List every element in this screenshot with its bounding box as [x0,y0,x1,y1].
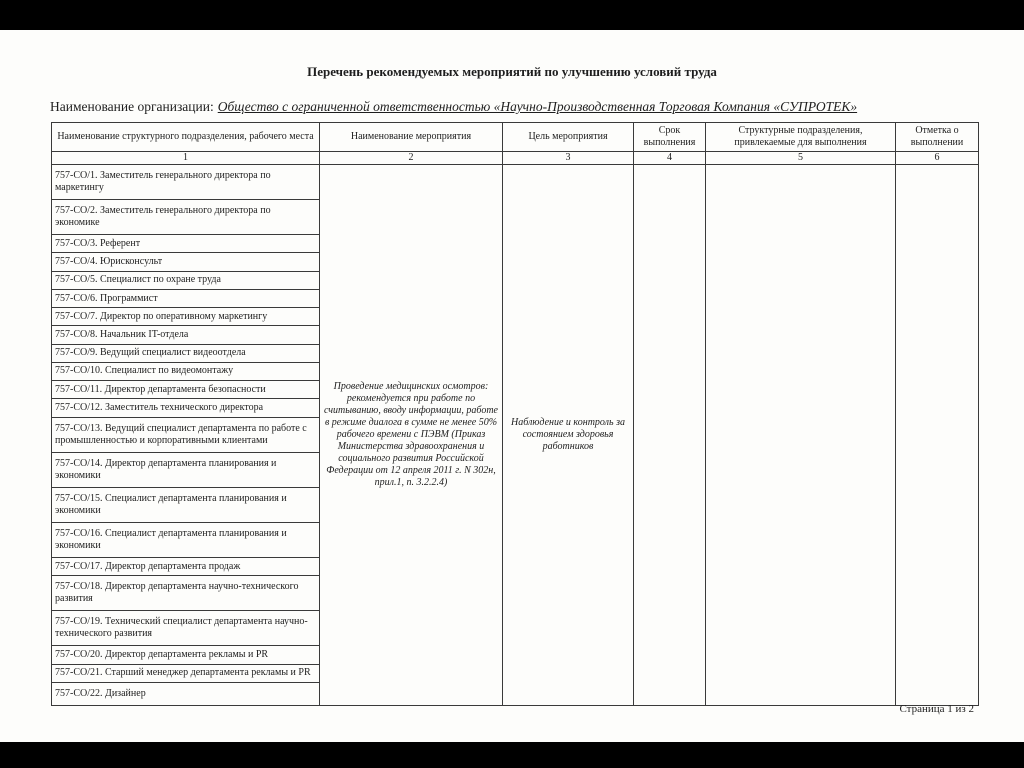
goal-cell: Наблюдение и контроль за состоянием здоровья работников [503,165,634,706]
header-deadline: Срок выполнения [634,123,706,152]
workplace-cell: 757-СО/22. Дизайнер [52,683,320,706]
column-number: 1 [52,152,320,165]
header-workplace: Наименование структурного подразделения, рабочего места [52,123,320,152]
workplace-cell: 757-СО/3. Референт [52,235,320,253]
workplace-cell: 757-СО/18. Директор департамента научно-технического развития [52,576,320,611]
column-number: 4 [634,152,706,165]
column-number: 6 [896,152,979,165]
workplace-cell: 757-СО/5. Специалист по охране труда [52,271,320,289]
column-number: 2 [320,152,503,165]
deadline-cell [634,165,706,706]
workplace-cell: 757-СО/10. Специалист по видеомонтажу [52,362,320,380]
workplace-cell: 757-СО/4. Юрисконсульт [52,253,320,271]
workplace-cell: 757-СО/20. Директор департамента рекламы и PR [52,646,320,664]
column-number: 5 [706,152,896,165]
organization-name: Общество с ограниченной ответственностью «Научно-Производственная Торговая Компания «СУПРОТЕК» [217,99,858,114]
header-goal: Цель мероприятия [503,123,634,152]
header-completion: Отметка о выполнении [896,123,979,152]
workplace-cell: 757-СО/6. Программист [52,289,320,307]
workplace-cell: 757-СО/14. Директор департамента планирования и экономики [52,452,320,487]
workplace-cell: 757-СО/12. Заместитель технического директора [52,399,320,417]
workplace-cell: 757-СО/15. Специалист департамента планирования и экономики [52,487,320,522]
workplace-cell: 757-СО/1. Заместитель генерального директора по маркетингу [52,165,320,200]
workplace-cell: 757-СО/9. Ведущий специалист видеоотдела [52,344,320,362]
measure-cell: Проведение медицинских осмотров: рекомендуется при работе по считыванию, вводу информации, работе в режиме диалога в сумме не менее 50% рабочего времени с ПЭВМ (Приказ Министерства здравоохранения и социального развития Российской Федерации от 12 апреля 2011 г. N 302н, прил.1, п. 3.2.2.4) [320,165,503,706]
workplace-cell: 757-СО/11. Директор департамента безопасности [52,381,320,399]
header-measure: Наименование мероприятия [320,123,503,152]
workplace-cell: 757-СО/8. Начальник IT-отдела [52,326,320,344]
workplace-cell: 757-СО/13. Ведущий специалист департамента по работе с промышленностью и корпоративными клиентами [52,417,320,452]
header-departments: Структурные подразделения, привлекаемые для выполнения [706,123,896,152]
workplace-cell: 757-СО/21. Старший менеджер департамента рекламы и PR [52,664,320,682]
table-row [52,165,979,200]
workplace-cell: 757-СО/7. Директор по оперативному маркетингу [52,308,320,326]
document-title: Перечень рекомендуемых мероприятий по улучшению условий труда [307,64,717,79]
page-number: Страница 1 из 2 [899,703,974,715]
organization-line [50,99,857,115]
column-number-row [52,152,979,165]
table-header-row [52,123,979,152]
measures-table [51,122,979,706]
workplace-cell: 757-СО/17. Директор департамента продаж [52,557,320,575]
column-number: 3 [503,152,634,165]
workplace-cell: 757-СО/16. Специалист департамента планирования и экономики [52,522,320,557]
completion-cell [896,165,979,706]
organization-label: Наименование организации: [50,99,214,114]
workplace-cell: 757-СО/2. Заместитель генерального директора по экономике [52,200,320,235]
workplace-cell: 757-СО/19. Технический специалист департамента научно-технического развития [52,611,320,646]
departments-cell [706,165,896,706]
document-sheet [0,30,1024,742]
